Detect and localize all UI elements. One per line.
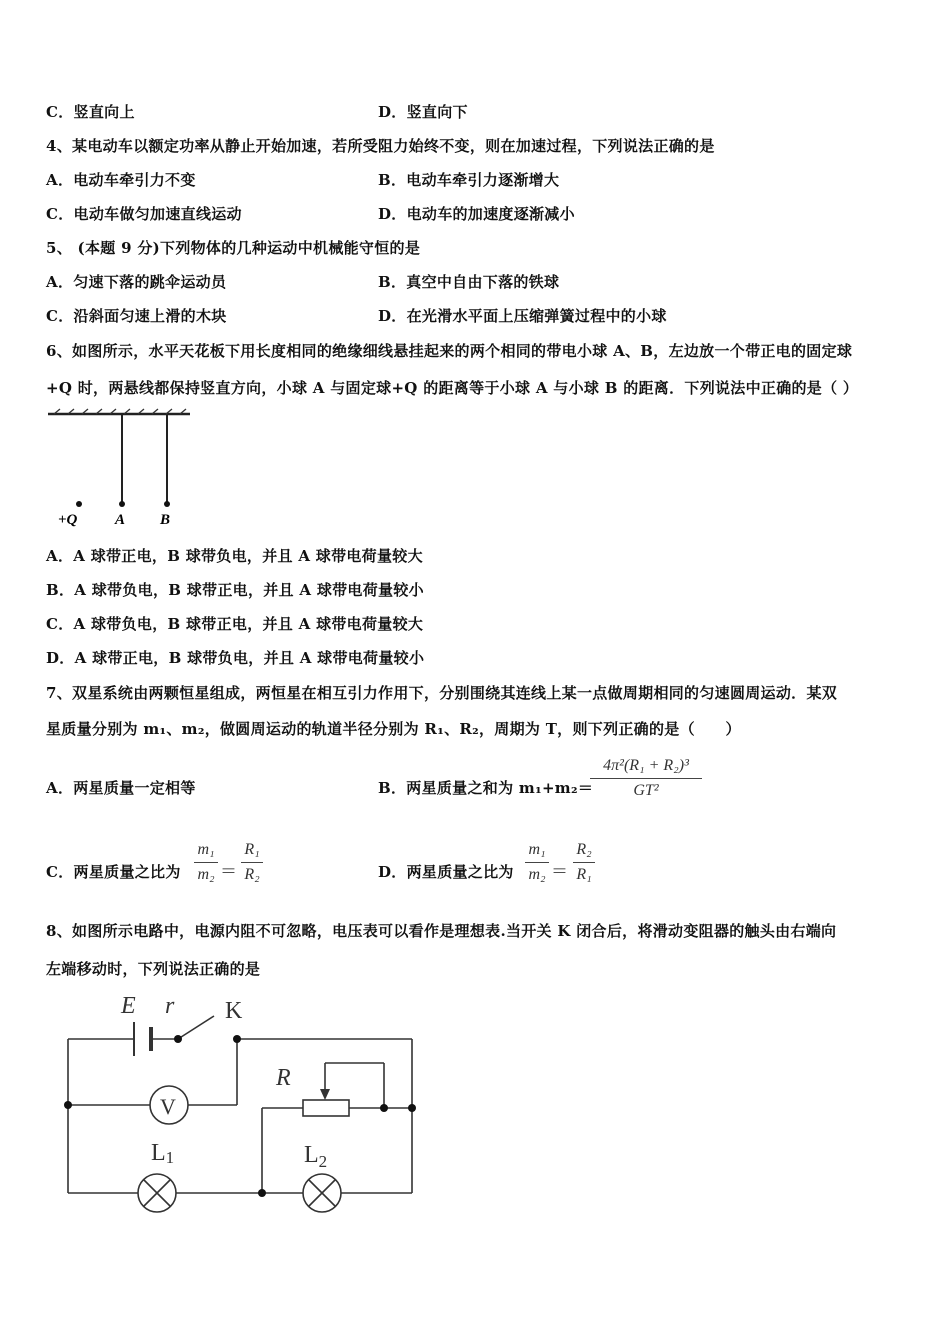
charge-label: +Q (58, 512, 78, 528)
q4-option-a: A．电动车牵引力不变 (46, 171, 196, 189)
q5-option-b: B．真空中自由下落的铁球 (378, 273, 560, 291)
q7-option-a: A．两星质量一定相等 (46, 779, 196, 797)
q5-option-c: C．沿斜面匀速上滑的木块 (46, 307, 227, 325)
q7-stem-line1: 7、双星系统由两颗恒星组成，两恒星在相互引力作用下，分别围绕其连线上某一点做周期相同的匀速圆周运动．某双 (46, 684, 838, 702)
lamp1-label (151, 1140, 174, 1167)
q7-c-left-num: m₁ (197, 841, 215, 858)
q6-option-c: C．A 球带负电，B 球带正电，并且 A 球带电荷量较大 (46, 615, 424, 633)
voltmeter-label: V (160, 1094, 176, 1119)
internal-resistance-label: r (165, 993, 175, 1019)
lamp2-letter: L (304, 1142, 319, 1168)
q8-stem-line1: 8、如图所示电路中，电源内阻不可忽略，电压表可以看作是理想表.当开关 K 闭合后，将滑动变阻器的触头由右端向 (46, 922, 837, 940)
q7-c-right-den: R₂ (244, 866, 260, 883)
q3-option-d: D．竖直向下 (378, 103, 468, 121)
node-right (408, 1104, 416, 1112)
switch-blade (178, 1016, 214, 1039)
rheostat-label: R (276, 1065, 291, 1091)
q5-option-a: A．匀速下落的跳伞运动员 (46, 273, 227, 291)
q7-b-denominator: GT² (633, 782, 659, 799)
ball-b-label: B (160, 512, 171, 528)
q3-option-c: C．竖直向上 (46, 103, 135, 121)
q7-option-c: C．两星质量之比为 (46, 863, 181, 881)
q7-option-b: B．两星质量之和为 m₁+m₂＝ (378, 779, 594, 797)
q6-stem-line2: +Q 时，两悬线都保持竖直方向，小球 A 与固定球+Q 的距离等于小球 A 与小球 B 的距离．下列说法中正确的是（ ） (46, 379, 859, 397)
q7-d-left-num: m₁ (528, 841, 546, 858)
q7-d-right-num: R₂ (576, 841, 592, 858)
q7-option-d: D．两星质量之比为 (378, 863, 514, 881)
emf-label: E (121, 993, 136, 1019)
lamp1-letter: L (151, 1140, 166, 1166)
node-voltmeter-left (64, 1101, 72, 1109)
lamp2-label (304, 1142, 327, 1171)
lamp1-subscript: 1 (165, 1148, 175, 1167)
q5-option-d: D．在光滑水平面上压缩弹簧过程中的小球 (378, 307, 667, 325)
q4-option-d: D．电动车的加速度逐渐减小 (378, 205, 575, 223)
q7-b-numerator: 4π²(R₁ + R₂)³ (603, 757, 689, 774)
q4-option-c: C．电动车做匀加速直线运动 (46, 205, 242, 223)
q6-option-a: A．A 球带正电，B 球带负电，并且 A 球带电荷量较大 (46, 547, 423, 565)
switch-label: K (225, 998, 243, 1024)
q7-stem-line2: 星质量分别为 m₁、m₂，做圆周运动的轨道半径分别为 R₁、R₂，周期为 T，则下列正确的是（ ） (46, 720, 741, 738)
slider-arrowhead (320, 1089, 330, 1100)
q5-stem: 5、 (本题 9 分)下列物体的几种运动中机械能守恒的是 (46, 239, 421, 257)
q8-stem-line2: 左端移动时，下列说法正确的是 (46, 960, 261, 978)
q7-d-equals: ＝ (551, 862, 569, 882)
q7-c-right-num: R₁ (244, 841, 260, 858)
q7-d-left-den: m₂ (528, 866, 546, 883)
q6-stem-line1: 6、如图所示，水平天花板下用长度相同的绝缘细线悬挂起来的两个相同的带电小球 A、B，左边放一个带正电的固定球 (46, 342, 853, 360)
switch-node-right (233, 1035, 241, 1043)
q7-c-equals: ＝ (220, 862, 238, 882)
q4-stem: 4、某电动车以额定功率从静止开始加速，若所受阻力始终不变，则在加速过程，下列说法正确的是 (46, 137, 715, 155)
q6-option-d: D．A 球带正电，B 球带负电，并且 A 球带电荷量较小 (46, 649, 425, 667)
q7-d-right-den: R₁ (576, 866, 592, 883)
rheostat-body (303, 1100, 349, 1116)
node-slider (380, 1104, 388, 1112)
q4-option-b: B．电动车牵引力逐渐增大 (378, 171, 560, 189)
q6-option-b: B．A 球带负电，B 球带正电，并且 A 球带电荷量较小 (46, 581, 424, 599)
ball-a-label: A (115, 512, 126, 528)
lamp2-subscript: 2 (318, 1152, 328, 1171)
node-bottom-middle (258, 1189, 266, 1197)
switch-node-left (174, 1035, 182, 1043)
q7-c-left-den: m₂ (197, 866, 215, 883)
